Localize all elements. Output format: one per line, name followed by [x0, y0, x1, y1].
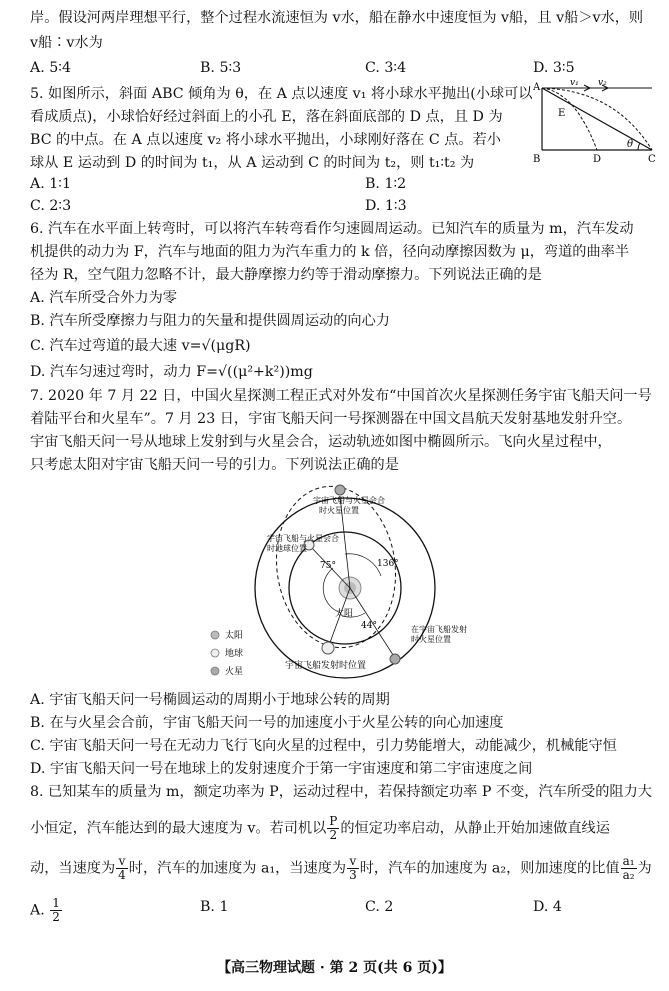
q6-option-d: D. 汽车匀速过弯时，动力 F=√((μ²+k²))mg	[30, 364, 313, 380]
q6-text-line-3: 径为 R，空气阻力忽略不计，最大静摩擦力约等于滑动摩擦力。下列说法正确的是	[30, 267, 542, 283]
label-d: D	[593, 154, 602, 165]
mars-meeting-marker	[335, 485, 345, 495]
q8-option-c: C. 2	[365, 899, 394, 915]
fraction-v-over-4: $\frac{v}{4}$	[118, 854, 126, 882]
q8-line3-part-b: 时，汽车的加速度为 a₁，当速度为	[128, 860, 347, 877]
angle-136: 136°	[377, 559, 399, 569]
q4-option-c: C. 3∶4	[365, 60, 407, 76]
q6-text-line-2: 机提供的动力为 F，汽车与地面的阻力为汽车重力的 k 倍，径向动摩擦因数为 μ，弯道的曲率半	[30, 244, 630, 260]
label-a: A	[533, 82, 541, 93]
legend-earth: 地球	[225, 649, 244, 659]
q8-line2-part-a: 小恒定，汽车能达到的最大速度为 v。若司机以	[30, 820, 327, 837]
label-e: E	[558, 108, 566, 119]
q7-option-a: A. 宇宙飞船天问一号椭圆运动的周期小于地球公转的周期	[30, 692, 390, 708]
q5-option-a: A. 1∶1	[30, 176, 72, 192]
label-left-1: 宇宙飞船与火星会合	[267, 534, 339, 543]
q7-orbit-figure	[195, 476, 470, 681]
q8-option-b: B. 1	[200, 899, 229, 915]
q6-option-a: A. 汽车所受合外力为零	[30, 290, 177, 306]
q4-option-b: B. 5∶3	[200, 60, 242, 76]
q4-text-line-2: v船∶v水为	[30, 35, 103, 51]
mars-launch-marker	[390, 654, 400, 664]
q4-text-line-1: 岸。假设河两岸理想平行，整个过程水流速恒为 v水，船在静水中速度恒为 v船，且 v船＞v水，则	[30, 10, 644, 26]
q5-option-d: D. 1∶3	[365, 198, 407, 214]
label-bottom: 宇宙飞船发射时位置	[285, 661, 367, 671]
q7-text-line-3: 宇宙飞船天问一号从地球上发射到与火星会合，运动轨迹如图中椭圆所示。飞向火星过程中，	[30, 434, 612, 450]
q5-option-b: B. 1∶2	[365, 176, 407, 192]
label-left-2: 时地球位置	[267, 544, 307, 553]
q8-option-a: A. $\frac{1}{2}$	[30, 896, 60, 924]
q7-option-d: D. 宇宙飞船天问一号在地球上的发射速度介于第一宇宙速度和第二宇宙速度之间	[30, 761, 533, 777]
page-footer: 【高三物理试题 · 第 2 页(共 6 页)】	[217, 960, 452, 976]
q5-text-line-4: 球从 E 运动到 D 的时间为 t₁，从 A 运动到 C 的时间为 t₂，则 t₁∶t₂ 为	[30, 155, 475, 171]
q8-line3-part-a: 动，当速度为	[30, 860, 116, 877]
q8-line3-part-d: 为	[637, 860, 652, 877]
q4-option-d: D. 3∶5	[533, 60, 575, 76]
label-right-1: 在宇宙飞船发射	[411, 625, 467, 634]
sun-label: 太阳	[335, 609, 354, 619]
fraction-a1-over-a2: $\frac{\text{a₁}}{\text{a₂}}$	[622, 854, 635, 882]
label-v2: v₂	[598, 78, 607, 88]
q8-option-d: D. 4	[533, 899, 562, 915]
label-c: C	[648, 154, 656, 165]
q8-line3-part-c: 时，汽车的加速度为 a₂，则加速度的比值	[359, 860, 620, 877]
q5-incline-figure	[530, 78, 660, 168]
q7-option-b: B. 在与火星会合前，宇宙飞船天问一号的加速度小于火星公转的向心加速度	[30, 715, 504, 731]
fraction-v-over-3: $\frac{v}{3}$	[349, 854, 357, 882]
q5-text-line-1: 5. 如图所示，斜面 ABC 倾角为 θ，在 A 点以速度 v₁ 将小球水平抛出(小球可以	[30, 86, 533, 102]
q5-text-line-3: BC 的中点。在 A 点以速度 v₂ 将小球水平抛出，小球刚好落在 C 点。若小	[30, 132, 501, 148]
q4-option-a: A. 5∶4	[30, 60, 72, 76]
q6-option-b: B. 汽车所受摩擦力与阻力的矢量和提供圆周运动的向心力	[30, 313, 390, 329]
q8-line2-part-b: 的恒定功率启动，从静止开始加速做直线运	[340, 820, 610, 837]
q8-text-line-3	[30, 855, 653, 882]
q5-text-line-2: 看成质点)，小球恰好经过斜面上的小孔 E，落在斜面底部的 D 点，且 D 为	[30, 109, 503, 125]
q6-option-c: C. 汽车过弯道的最大速 v=√(μgR)	[30, 338, 251, 354]
q6-text-line-1: 6. 汽车在水平面上转弯时，可以将汽车转弯看作匀速圆周运动。已知汽车的质量为 m，汽车发动	[30, 221, 634, 237]
label-b: B	[533, 154, 541, 165]
angle-44: 44°	[361, 621, 377, 631]
label-top-1: 宇宙飞船与火星会合	[313, 496, 385, 505]
legend-sun: 太阳	[225, 631, 244, 641]
q7-option-c: C. 宇宙飞船天问一号在无动力飞行飞向火星的过程中，引力势能增大，动能减少，机械能守恒	[30, 738, 617, 754]
q8-text-line-2	[30, 815, 653, 842]
label-v1: v₁	[570, 78, 579, 88]
q7-text-line-2: 着陆平台和火星车”。7 月 23 日，宇宙飞船天问一号探测器在中国文昌航天发射基地发射升空。	[30, 411, 632, 427]
label-right-2: 时火星位置	[411, 635, 451, 644]
label-top-2: 时火星位置	[319, 506, 359, 515]
q8-text-line-1: 8. 已知某车的质量为 m，额定功率为 P，运动过程中，若保持额定功率 P 不变，汽车所受的阻力大	[30, 784, 652, 800]
label-theta: θ	[627, 139, 634, 150]
angle-75: 75°	[320, 561, 336, 571]
legend-mars: 火星	[225, 667, 244, 677]
fraction-p-over-2: $\frac{P}{2}$	[329, 814, 338, 842]
q5-option-c: C. 2∶3	[30, 198, 72, 214]
q7-text-line-4: 只考虑太阳对宇宙飞船天问一号的引力。下列说法正确的是	[30, 457, 399, 473]
q7-text-line-1: 7. 2020 年 7 月 22 日，中国火星探测工程正式对外发布“中国首次火星探测任务宇宙飞船天问一号	[30, 388, 652, 404]
earth-launch-marker	[322, 642, 334, 654]
